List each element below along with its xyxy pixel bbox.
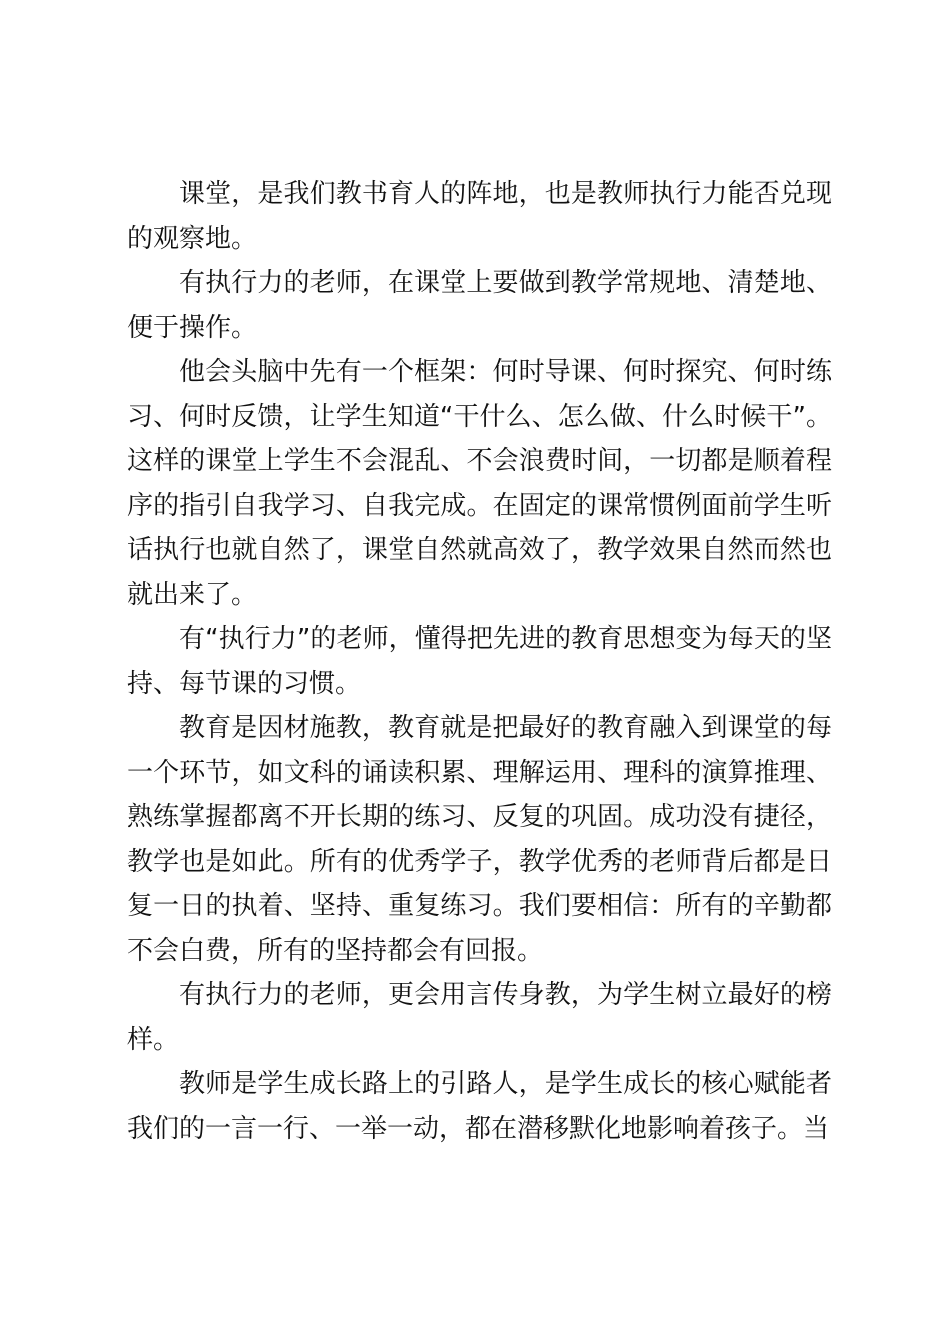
paragraph: 有执行力的老师，更会用言传身教，为学生树立最好的榜样。 bbox=[127, 980, 832, 1055]
document-body bbox=[127, 172, 832, 1151]
paragraph: 他会头脑中先有一个框架：何时导课、何时探究、何时练习、何时反馈，让学生知道“干什么、怎么做、什么时候干”。这样的课堂上学生不会混乱、不会浪费时间，一切都是顺着程序的指引自我学习、自我完成。在固定的课常惯例面前学生听话执行也就自然了，课堂自然就高效了，教学效果自然而然也就出来了。 bbox=[127, 357, 832, 610]
paragraph: 课堂，是我们教书育人的阵地，也是教师执行力能否兑现的观察地。 bbox=[127, 179, 832, 254]
paragraph: 有执行力的老师，在课堂上要做到教学常规地、清楚地、便于操作。 bbox=[127, 268, 832, 343]
paragraph: 有“执行力”的老师，懂得把先进的教育思想变为每天的坚持、每节课的习惯。 bbox=[127, 624, 832, 699]
paragraph: 教师是学生成长路上的引路人，是学生成长的核心赋能者我们的一言一行、一举一动，都在潜移默化地影响着孩子。当 bbox=[127, 1069, 832, 1144]
paragraph: 教育是因材施教，教育就是把最好的教育融入到课堂的每一个环节，如文科的诵读积累、理解运用、理科的演算推理、熟练掌握都离不开长期的练习、反复的巩固。成功没有捷径，教学也是如此。所有的优秀学子，教学优秀的老师背后都是日复一日的执着、坚持、重复练习。我们要相信：所有的辛勤都不会白费，所有的坚持都会有回报。 bbox=[127, 713, 832, 966]
